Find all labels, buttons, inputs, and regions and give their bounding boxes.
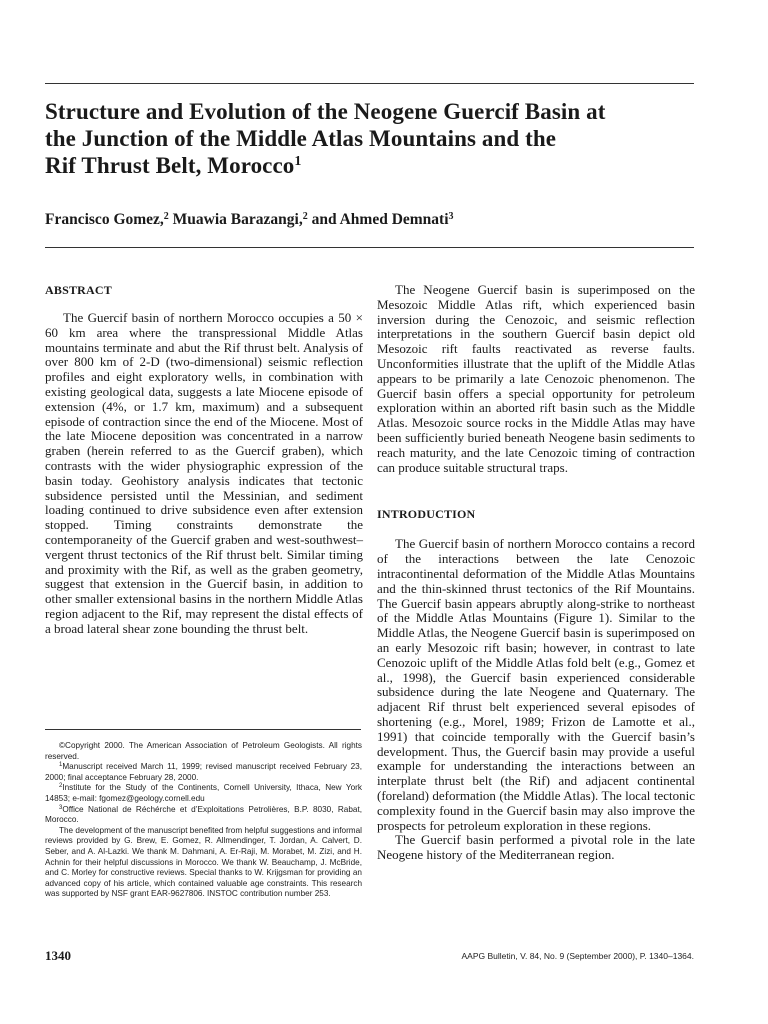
author-list <box>45 211 454 229</box>
author-affiliation-mark: 2 <box>302 211 308 222</box>
author-name: Francisco Gomez, <box>45 211 164 228</box>
footnote-text: Office National de Réchérche et d’Exploitations Petrolières, B.P. 8030, Rabat, Morocco. <box>45 804 362 825</box>
footnote-mark: 1 <box>59 762 63 769</box>
title-line: the Junction of the Middle Atlas Mountains and the <box>45 126 557 151</box>
author-affiliation-mark: 2 <box>163 211 169 222</box>
article-title <box>45 98 705 179</box>
journal-citation: AAPG Bulletin, V. 84, No. 9 (September 2000), P. 1340–1364. <box>461 951 694 961</box>
author-rule <box>45 247 694 248</box>
footnote-text: Institute for the Study of the Continents, Cornell University, Ithaca, New York 14853; e-mail: fgomez@geology.cornell.edu <box>45 783 362 803</box>
left-column <box>45 283 363 637</box>
footnote <box>45 783 362 804</box>
footnotes <box>45 741 362 900</box>
copyright-notice: ©Copyright 2000. The American Association of Petroleum Geologists. All rights reserved. <box>45 741 362 761</box>
author-name: Muawia Barazangi, <box>168 211 303 228</box>
title-line: Structure and Evolution of the Neogene Guercif Basin at <box>45 99 606 124</box>
introduction-heading: INTRODUCTION <box>377 507 476 522</box>
author-affiliation-mark: 3 <box>448 211 454 222</box>
footnote-text: Manuscript received March 11, 1999; revised manuscript received February 23, 2000; final acceptance February 28, 2000. <box>45 762 362 782</box>
footnote <box>45 762 362 783</box>
footnote-mark: 2 <box>59 783 63 790</box>
title-line-text: Rif Thrust Belt, Morocco <box>45 153 295 178</box>
footnote <box>45 805 362 826</box>
abstract-paragraph: The Guercif basin of northern Morocco occupies a 50 × 60 km area where the transpressional Middle Atlas mountains terminate and abut the Rif thrust belt. Analysis of over 800 km of 2-D (two-dimensional) seismic reflection profiles and eight exploratory wells, in combination with existing geological data, suggests a late Miocene episode of extension (4%, or 1.7 km, maximum) and a subsequent episode of contraction since the end of the Miocene. Most of the late Miocene deposition was concentrated in a narrow graben (herein referred to as the Guercif graben), which contrasts with the wider physiographic expression of the basin today. Geohistory analysis indicates that tectonic subsidence persisted until the Messinian, and sediment loading continued to drive subsidence even after extension stopped. Timing constraints demonstrate the contemporaneity of the Guercif graben and west-southwest–vergent thrust tectonics of the Rif thrust belt. Similar timing and proximity with the Rif, as well as the graben geometry, suggest that extension in the Guercif basin, in addition to other smaller extensional basins in the northern Middle Atlas region adjacent to the Rif, may represent the distal effects of a broad lateral shear zone bounding the thrust belt. <box>45 310 363 636</box>
introduction-paragraph: The Guercif basin of northern Morocco contains a record of the interactions between the late Cenozoic intracontinental deformation of the Middle Atlas Mountains and the thin-skinned thrust tectonics of the Rif Mountains. The Guercif basin appears abruptly along-strike to northeast of the Middle Atlas Mountains (Figure 1). Similar to the Middle Atlas, the Neogene Guercif basin is superimposed on an early Mesozoic rift basin; however, in contrast to late Cenozoic uplift of the Middle Atlas fold belt (e.g., Gomez et al., 1998), the Guercif basin experienced considerable subsidence during the late Neogene and Quaternary. The adjacent Rif thrust belt experienced several episodes of shortening (e.g., Morel, 1989; Frizon de Lamotte et al., 1991) that coincide temporally with the Guercif basin’s development. Thus, the Guercif basin may provide a useful example for understanding the interactions between an interplate thrust belt (the Rif) and adjacent continental (foreland) deformation (the Middle Atlas). The local tectonic complexity found in the Guercif basin may also improve the prospects for petroleum exploration in these regions. <box>377 536 695 833</box>
right-column <box>377 283 695 863</box>
footnote-rule <box>45 729 361 730</box>
abstract-paragraph-continued: The Neogene Guercif basin is superimposed on the Mesozoic Middle Atlas rift, which experienced basin inversion during the Cenozoic, and seismic reflection interpretations in the southern Guercif basin depict old Mesozoic rift faults reactivated as reverse faults. Unconformities illustrate that the uplift of the Middle Atlas appears to be primarily a late Cenozoic phenomenon. The Guercif basin offers a special opportunity for petroleum exploration within an aborted rift basin such as the Middle Atlas. Mesozoic source rocks in the Middle Atlas may have been sufficiently buried beneath Neogene basin sediments to reach maturity, and the late Cenozoic timing of contraction can produce suitable structural traps. <box>377 282 695 475</box>
introduction-paragraph: The Guercif basin performed a pivotal role in the late Neogene history of the Mediterranean region. <box>377 832 695 863</box>
footnote-mark: 3 <box>59 804 63 811</box>
acknowledgments: The development of the manuscript benefited from helpful suggestions and informal reviews provided by G. Brew, E. Gomez, R. Allmendinger, T. Jordan, A. Calvert, D. Seber, and A. Al-Lazki. We thank M. Dahmani, A. Er-Raji, M. Morabet, M. Zizi, and H. Achnin for their helpful discussions in Morocco. We thank W. Beauchamp, J. McBride, and C. Morley for constructive reviews. Special thanks to W. Krijgsman for providing an advanced copy of his article, which contained valuable age constraints. This research was supported by NSF grant EAR-9627806. INSTOC contribution number 253. <box>45 825 362 899</box>
title-line <box>45 152 705 179</box>
page-number: 1340 <box>45 948 71 963</box>
abstract-heading: ABSTRACT <box>45 283 112 297</box>
title-footnote-mark: 1 <box>294 154 302 169</box>
author-name: and Ahmed Demnati <box>307 211 449 228</box>
header-rule <box>45 83 694 84</box>
